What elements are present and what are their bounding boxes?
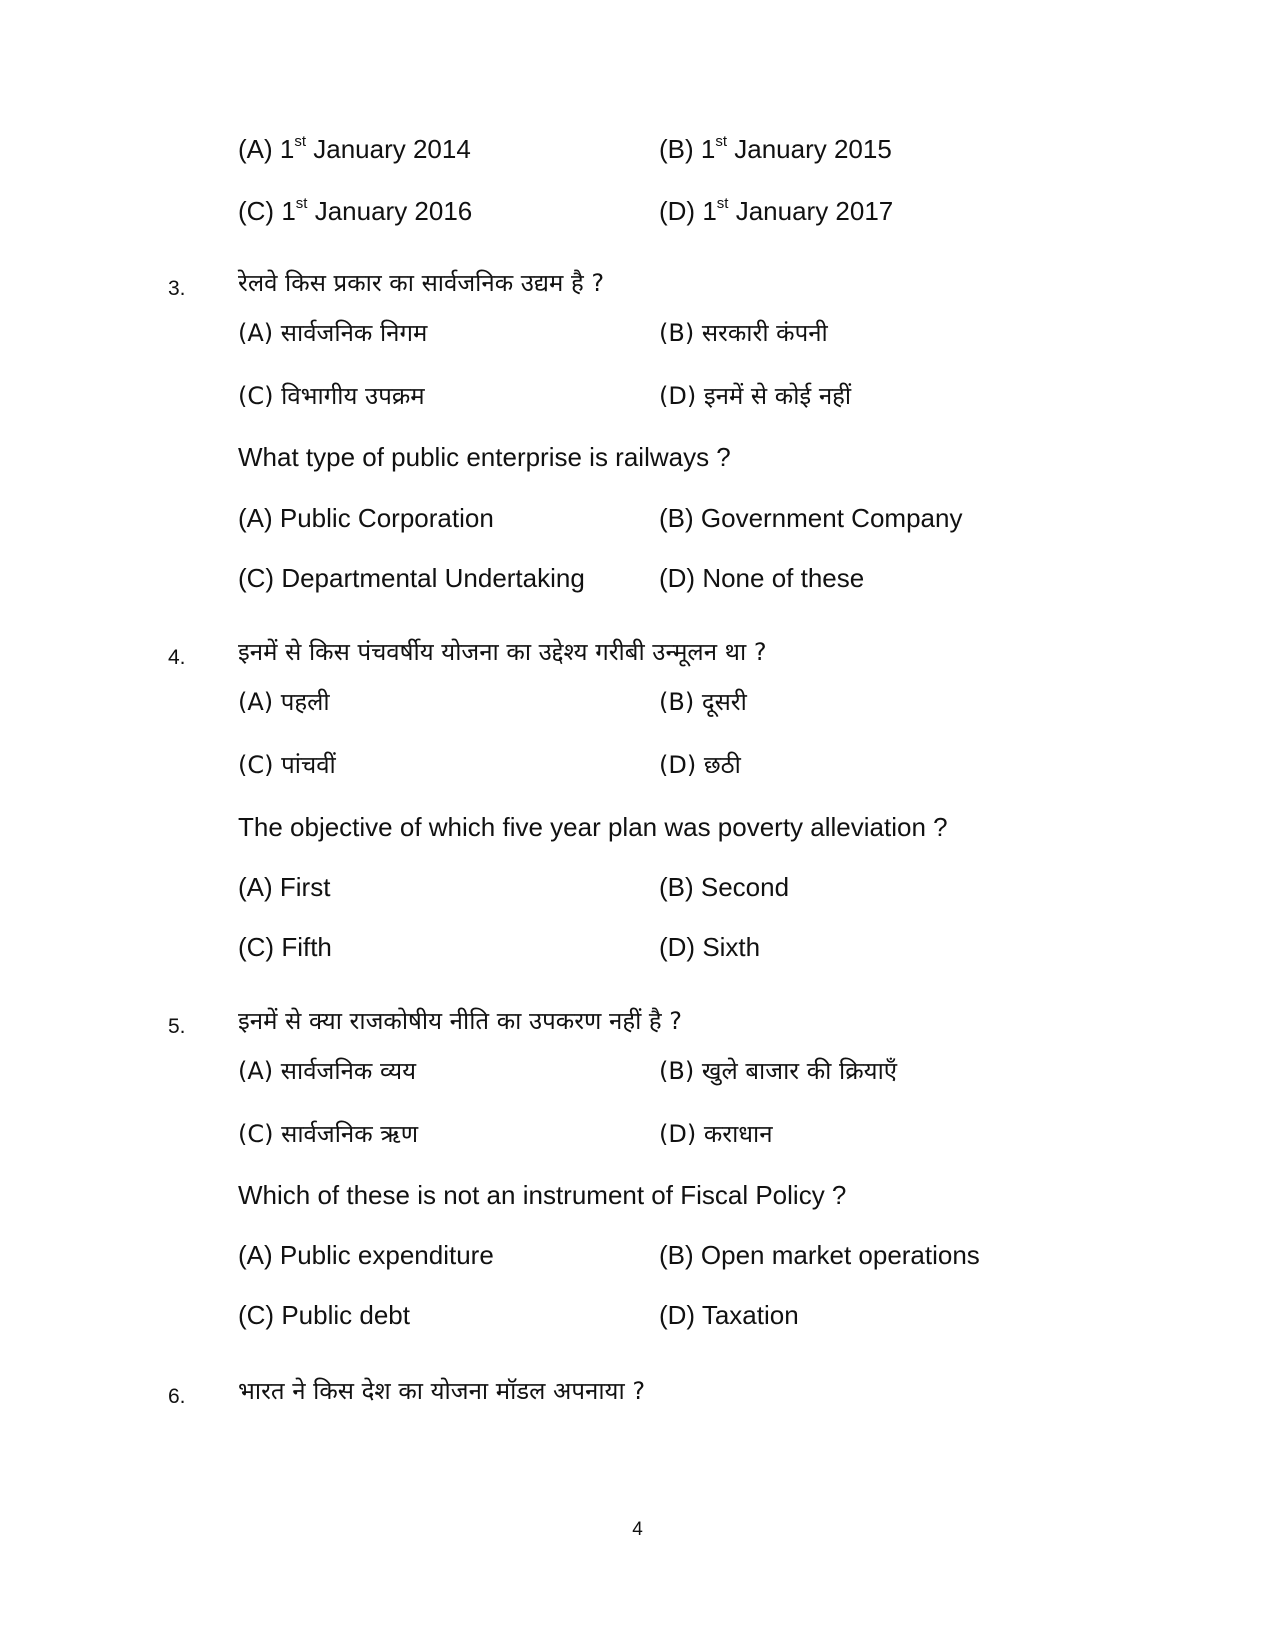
q4-english-option-a: (A) First <box>238 872 331 902</box>
q5-english-option-c: (C) Public debt <box>238 1300 410 1330</box>
q2-option-b: (B) 1st January 2015 <box>659 133 892 164</box>
q3-english-text: What type of public enterprise is railways ? <box>238 442 731 472</box>
q3-english-options-row-1 <box>0 498 1275 538</box>
q4-english-option-d: (D) Sixth <box>659 932 761 962</box>
q6-number: 6. <box>168 1385 186 1408</box>
q5-english-option-a: (A) Public expenditure <box>238 1240 494 1270</box>
q6-hindi-text: भारत ने किस देश का योजना मॉडल अपनाया ? <box>238 1377 646 1405</box>
q2-option-d: (D) 1st January 2017 <box>659 195 894 226</box>
q4-english-text: The objective of which five year plan was poverty alleviation ? <box>238 812 948 842</box>
q5-english-option-b: (B) Open market operations <box>659 1240 980 1270</box>
q5-english-option-d: (D) Taxation <box>659 1300 799 1330</box>
q3-english-option-d: (D) None of these <box>659 563 865 593</box>
q5-hindi-options-row-1 <box>0 1051 1275 1091</box>
q4-hindi-option-d: (D) छठी <box>659 751 741 779</box>
q3-number: 3. <box>168 277 186 300</box>
q5-hindi-option-b: (B) खुले बाजार की क्रियाएँ <box>659 1057 898 1085</box>
q3-hindi-option-d: (D) इनमें से कोई नहीं <box>659 382 852 410</box>
q3-english-options-row-2 <box>0 558 1275 598</box>
q4-number: 4. <box>168 646 186 669</box>
q3-hindi-options-row-2 <box>0 376 1275 416</box>
q5-english-question <box>0 1175 1275 1215</box>
q4-hindi-option-b: (B) दूसरी <box>659 688 747 716</box>
q3-english-option-b: (B) Government Company <box>659 503 963 533</box>
q5-hindi-question <box>0 1001 1275 1041</box>
q4-hindi-option-c: (C) पांचवीं <box>238 751 336 779</box>
q2-options-row-1 <box>0 129 1275 169</box>
q6-hindi-question <box>0 1371 1275 1411</box>
q5-hindi-option-a: (A) सार्वजनिक व्यय <box>238 1057 417 1085</box>
q4-hindi-options-row-1 <box>0 682 1275 722</box>
q5-english-options-row-1 <box>0 1235 1275 1275</box>
q3-hindi-text: रेलवे किस प्रकार का सार्वजनिक उद्यम है ? <box>238 269 605 297</box>
q4-english-options-row-2 <box>0 927 1275 967</box>
q5-hindi-options-row-2 <box>0 1114 1275 1154</box>
q2-option-c: (C) 1st January 2016 <box>238 195 473 226</box>
q5-hindi-option-d: (D) कराधान <box>659 1120 773 1148</box>
q3-english-question <box>0 437 1275 477</box>
q4-hindi-text: इनमें से किस पंचवर्षीय योजना का उद्देश्य गरीबी उन्मूलन था ? <box>238 638 767 666</box>
q5-english-options-row-2 <box>0 1295 1275 1335</box>
q5-number: 5. <box>168 1015 186 1038</box>
q4-hindi-option-a: (A) पहली <box>238 688 330 716</box>
q3-english-option-c: (C) Departmental Undertaking <box>238 563 585 593</box>
q3-hindi-option-a: (A) सार्वजनिक निगम <box>238 319 428 347</box>
q5-hindi-option-c: (C) सार्वजनिक ऋण <box>238 1120 419 1148</box>
q3-hindi-options-row-1 <box>0 313 1275 353</box>
q4-english-option-b: (B) Second <box>659 872 790 902</box>
q3-hindi-question <box>0 263 1275 303</box>
q4-hindi-options-row-2 <box>0 745 1275 785</box>
q4-english-option-c: (C) Fifth <box>238 932 332 962</box>
q4-hindi-question <box>0 632 1275 672</box>
q5-english-text: Which of these is not an instrument of Fiscal Policy ? <box>238 1180 847 1210</box>
q4-english-options-row-1 <box>0 867 1275 907</box>
q3-hindi-option-b: (B) सरकारी कंपनी <box>659 319 828 347</box>
q3-english-option-a: (A) Public Corporation <box>238 503 494 533</box>
q4-english-question <box>0 807 1275 847</box>
q3-hindi-option-c: (C) विभागीय उपक्रम <box>238 382 425 410</box>
page-number: 4 <box>632 1519 643 1540</box>
q5-hindi-text: इनमें से क्या राजकोषीय नीति का उपकरण नहीं है ? <box>238 1007 683 1035</box>
q2-options-row-2 <box>0 191 1275 231</box>
q2-option-a: (A) 1st January 2014 <box>238 133 471 164</box>
